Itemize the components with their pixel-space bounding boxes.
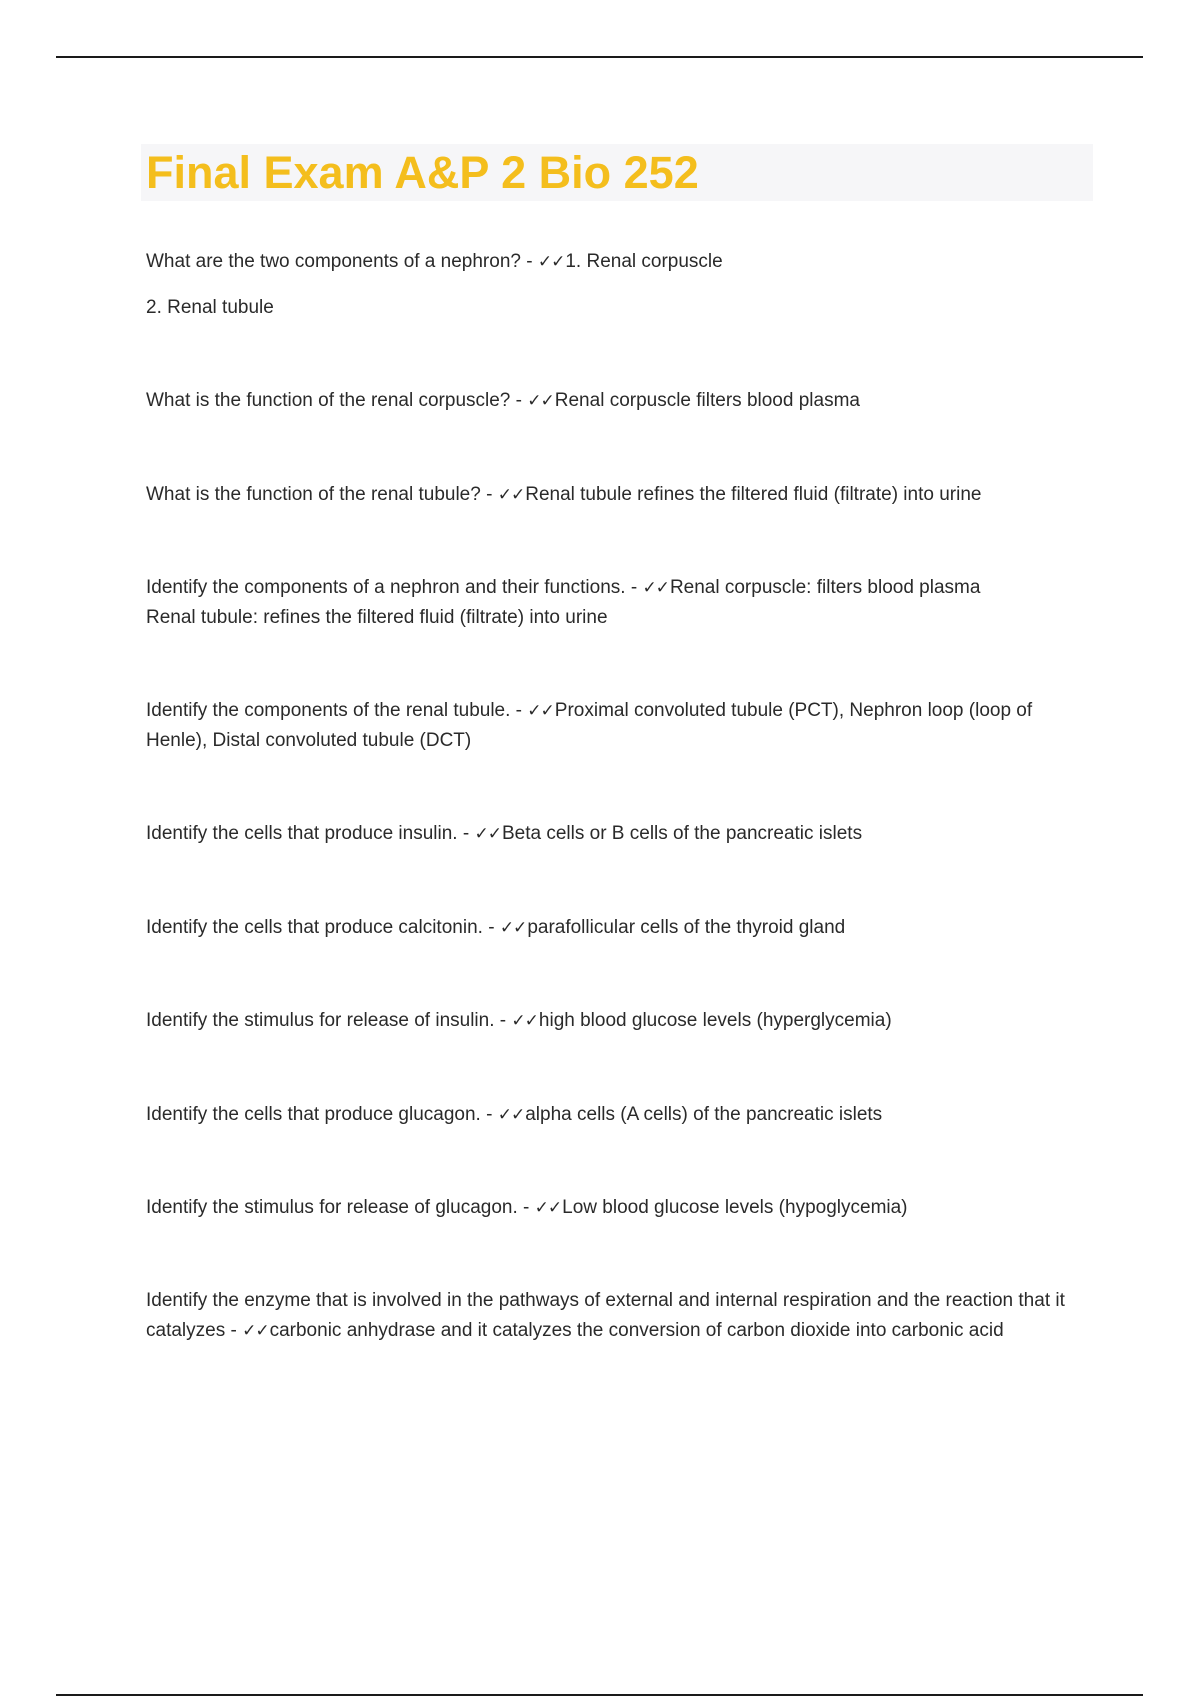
qa-item bbox=[146, 573, 1096, 633]
question-text: What is the function of the renal corpuscle? bbox=[146, 390, 511, 411]
qa-item bbox=[146, 480, 1096, 510]
question-text: Identify the cells that produce calcitonin. bbox=[146, 917, 483, 938]
qa-item bbox=[146, 1286, 1096, 1346]
double-check-icon: ✓✓ bbox=[497, 1105, 525, 1125]
question-text: What are the two components of a nephron? bbox=[146, 251, 521, 272]
question-text: Identify the components of the renal tubule. bbox=[146, 700, 511, 721]
separator: - bbox=[480, 484, 498, 505]
separator: - bbox=[480, 1104, 498, 1125]
answer-text: high blood glucose levels (hyperglycemia) bbox=[538, 1010, 892, 1031]
qa-item bbox=[146, 1006, 1096, 1036]
question-text: Identify the stimulus for release of glucagon. bbox=[146, 1197, 518, 1218]
answer-text-line2: Renal tubule: refines the filtered fluid (filtrate) into urine bbox=[146, 607, 608, 628]
question-text: Identify the stimulus for release of insulin. bbox=[146, 1010, 495, 1031]
qa-item bbox=[146, 247, 1096, 277]
top-rule bbox=[56, 56, 1143, 58]
double-check-icon: ✓✓ bbox=[242, 1321, 269, 1341]
double-check-icon: ✓✓ bbox=[474, 824, 501, 844]
separator: - bbox=[517, 1197, 535, 1218]
qa-item bbox=[146, 1193, 1096, 1223]
double-check-icon: ✓✓ bbox=[537, 252, 565, 272]
qa-item bbox=[146, 819, 1096, 849]
separator: - bbox=[225, 1320, 243, 1341]
question-text: What is the function of the renal tubule? bbox=[146, 484, 481, 505]
answer-text: Low blood glucose levels (hypoglycemia) bbox=[562, 1197, 908, 1218]
answer-text-line2: 2. Renal tubule bbox=[146, 297, 274, 318]
answer-text: parafollicular cells of the thyroid gland bbox=[527, 917, 846, 938]
separator: - bbox=[457, 823, 475, 844]
double-check-icon: ✓✓ bbox=[511, 1011, 538, 1031]
document-title: Final Exam A&P 2 Bio 252 bbox=[146, 147, 699, 198]
answer-text: 1. Renal corpuscle bbox=[565, 251, 723, 272]
answer-text: Beta cells or B cells of the pancreatic islets bbox=[501, 823, 863, 844]
answer-text: Proximal convoluted tubule (PCT), Nephron loop (loop of Henle), Distal convoluted tubule (DCT) bbox=[146, 700, 1033, 751]
double-check-icon: ✓✓ bbox=[499, 918, 527, 938]
separator: - bbox=[510, 390, 528, 411]
separator: - bbox=[482, 917, 500, 938]
double-check-icon: ✓✓ bbox=[527, 701, 554, 721]
double-check-icon: ✓✓ bbox=[527, 391, 554, 411]
qa-item bbox=[146, 386, 1096, 416]
separator: - bbox=[520, 251, 538, 272]
answer-text: Renal corpuscle: filters blood plasma bbox=[669, 577, 981, 598]
question-text: Identify the enzyme that is involved in the pathways of external and internal respiration and the reaction that it catalyzes bbox=[146, 1290, 1065, 1341]
separator: - bbox=[625, 577, 643, 598]
question-text: Identify the components of a nephron and their functions. bbox=[146, 577, 626, 598]
double-check-icon: ✓✓ bbox=[497, 485, 525, 505]
question-text: Identify the cells that produce glucagon. bbox=[146, 1104, 481, 1125]
answer-text: Renal corpuscle filters blood plasma bbox=[554, 390, 860, 411]
qa-item bbox=[146, 913, 1096, 943]
separator: - bbox=[494, 1010, 512, 1031]
answer-text: carbonic anhydrase and it catalyzes the conversion of carbon dioxide into carbonic acid bbox=[269, 1320, 1004, 1341]
double-check-icon: ✓✓ bbox=[534, 1198, 562, 1218]
double-check-icon: ✓✓ bbox=[642, 578, 669, 598]
separator: - bbox=[510, 700, 528, 721]
qa-item bbox=[146, 696, 1096, 756]
answer-text: Renal tubule refines the filtered fluid (filtrate) into urine bbox=[525, 484, 982, 505]
answer-text: alpha cells (A cells) of the pancreatic islets bbox=[525, 1104, 883, 1125]
qa-answer-continuation bbox=[146, 293, 1096, 323]
bottom-rule bbox=[56, 1694, 1143, 1696]
qa-item bbox=[146, 1100, 1096, 1130]
question-text: Identify the cells that produce insulin. bbox=[146, 823, 458, 844]
